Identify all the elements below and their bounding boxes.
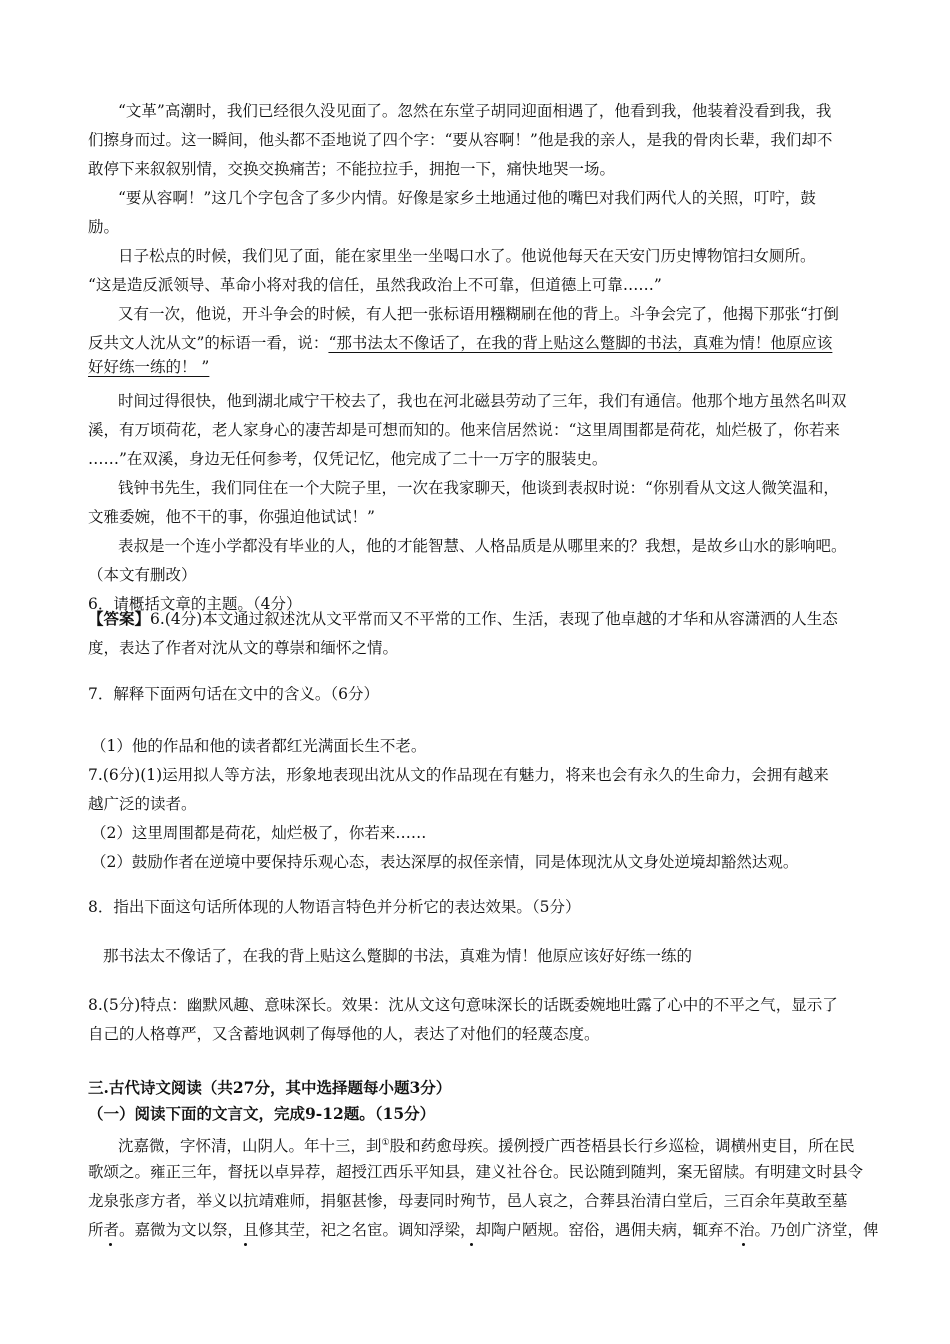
classical-text: 沈嘉微，字怀清，山阴人。年十三，刲 bbox=[118, 1137, 382, 1156]
passage-line: “这是造反派领导、革命小将对我的信任，虽然我政治上不可靠，但道德上可靠……” bbox=[88, 276, 662, 294]
passage-line: 时间过得很快，他到湖北咸宁干校去了，我也在河北磁县劳动了三年，我们有通信。他那个地方虽然名叫双 bbox=[118, 392, 847, 410]
passage-line: 敢停下来叙叙别情，交换交换痛苦；不能拉拉手，拥抱一下，痛快地哭一场。 bbox=[88, 160, 616, 178]
passage-line: “要从容啊！”这几个字包含了多少内情。好像是家乡土地通过他的嘴巴对我们两代人的关照，叮咛，鼓 bbox=[118, 189, 816, 207]
question-8: 8．指出下面这句话所体现的人物语言特色并分析它的表达效果。（5分） bbox=[88, 898, 581, 916]
passage-line: 溪，有万顷荷花，老人家身心的凄苦却是可想而知的。他来信居然说：“这里周围都是荷花，灿烂极了，你若来 bbox=[88, 421, 840, 439]
question-6: 6．请概括文章的主题。（4分） bbox=[88, 595, 302, 613]
answer-line: 自己的人格尊严，又含蓄地讽刺了侮辱他的人，表达了对他们的轻蔑态度。 bbox=[88, 1025, 600, 1043]
passage-line: 文雅委婉，他不干的事，你强迫他试试！” bbox=[88, 508, 375, 526]
footnote-mark: ① bbox=[381, 1138, 390, 1148]
passage-line: 励。 bbox=[88, 218, 120, 236]
underlined-quote: “那书法太不像话了，在我的背上贴这么蹩脚的书法，真难为情！他原应该 bbox=[328, 334, 833, 352]
question-8-quote: 那书法太不像话了，在我的背上贴这么蹩脚的书法，真难为情！他原应该好好练一练的 bbox=[103, 947, 693, 965]
emphasis-dot bbox=[470, 1243, 473, 1246]
question-7-sub-1: （1）他的作品和他的读者都红光满面长生不老。 bbox=[91, 737, 427, 755]
passage-line bbox=[88, 331, 950, 355]
passage-line: 钱钟书先生，我们同住在一个大院子里，一次在我家聊天，他谈到表叔时说：“你别看从文这人微笑温和， bbox=[118, 479, 839, 497]
answer-line: 越广泛的读者。 bbox=[88, 795, 197, 813]
classical-passage-line bbox=[118, 1131, 950, 1158]
answer-8: 8.(5分)特点：幽默风趣、意味深长。效果：沈从文这句意味深长的话既委婉地吐露了心中的不平之气，显示了 bbox=[88, 996, 838, 1014]
question-7-sub-2: （2）这里周围都是荷花，灿烂极了，你若来…… bbox=[91, 824, 427, 842]
subsection-heading: （一）阅读下面的文言文，完成9-12题。（15分） bbox=[88, 1104, 436, 1123]
passage-line: 表叔是一个连小学都没有毕业的人，他的才能智慧、人格品质是从哪里来的？我想，是故乡山水的影响吧。 bbox=[118, 537, 847, 555]
passage-line: 日子松点的时候，我们见了面，能在家里坐一坐喝口水了。他说他每天在天安门历史博物馆扫女厕所。 bbox=[118, 247, 816, 265]
answer-6 bbox=[88, 607, 950, 631]
answer-line: 度，表达了作者对沈从文的尊崇和缅怀之情。 bbox=[88, 639, 399, 657]
answer-label: 【答案】 bbox=[88, 609, 151, 628]
passage-line: “文革”高潮时，我们已经很久没见面了。忽然在东堂子胡同迎面相遇了，他看到我，他装着没看到我，我 bbox=[118, 102, 832, 120]
answer-7: 7.(6分)(1)运用拟人等方法，形象地表现出沈从文的作品现在有魅力，将来也会有永久的生命力，会拥有越来 bbox=[88, 766, 829, 784]
passage-line: 又有一次，他说，开斗争会的时候，有人把一张标语用糨糊刷在他的背上。斗争会完了，他揭下那张“打倒 bbox=[118, 305, 839, 323]
classical-text: 股和药愈母疾。援例授广西苍梧县长行乡巡检，调横州吏目，所在民 bbox=[389, 1137, 855, 1156]
classical-passage-line: 所者。嘉微为文以祭，且修其茔，祀之名宦。调知浮梁，却陶户陋规。窑俗，遇佣夫病，辄弃不治。乃创广济堂，俾 bbox=[88, 1221, 879, 1239]
emphasis-dot bbox=[742, 1243, 745, 1246]
emphasis-dot bbox=[244, 1243, 247, 1246]
answer-7-sub-2: （2）鼓励作者在逆境中要保持乐观心态，表达深厚的叔侄亲情，同是体现沈从文身处逆境却豁然达观。 bbox=[91, 853, 799, 871]
source-note: （本文有删改） bbox=[88, 566, 197, 584]
classical-passage-line: 龙泉张彦方者，举义以抗靖难师，捐躯甚惨，母妻同时殉节，邑人哀之，合葬县治清白堂后，三百余年莫敢至墓 bbox=[88, 1192, 848, 1210]
question-7: 7．解释下面两句话在文中的含义。（6分） bbox=[88, 685, 379, 703]
passage-line: ……”在双溪，身边无任何参考，仅凭记忆，他完成了二十一万字的服装史。 bbox=[88, 450, 608, 468]
passage-text: 反共文人沈从文”的标语一看，说： bbox=[88, 334, 329, 352]
section-heading: 三.古代诗文阅读（共27分，其中选择题每小题3分） bbox=[88, 1078, 452, 1097]
emphasis-dot bbox=[109, 1243, 112, 1246]
underlined-quote: 好好练一练的！ ” bbox=[88, 358, 210, 376]
answer-text: 6.(4分)本文通过叙述沈从文平常而又不平常的工作、生活，表现了他卓越的才华和从容潇洒的人生态 bbox=[150, 610, 838, 628]
passage-line: 们擦身而过。这一瞬间，他头都不歪地说了四个字：“要从容啊！”他是我的亲人，是我的骨肉长辈，我们却不 bbox=[88, 131, 833, 149]
classical-passage-line: 歌颂之。雍正三年，督抚以卓异荐，超授江西乐平知县，建义社谷仓。民讼随到随判，案无留牍。有明建文时县令 bbox=[88, 1163, 864, 1181]
